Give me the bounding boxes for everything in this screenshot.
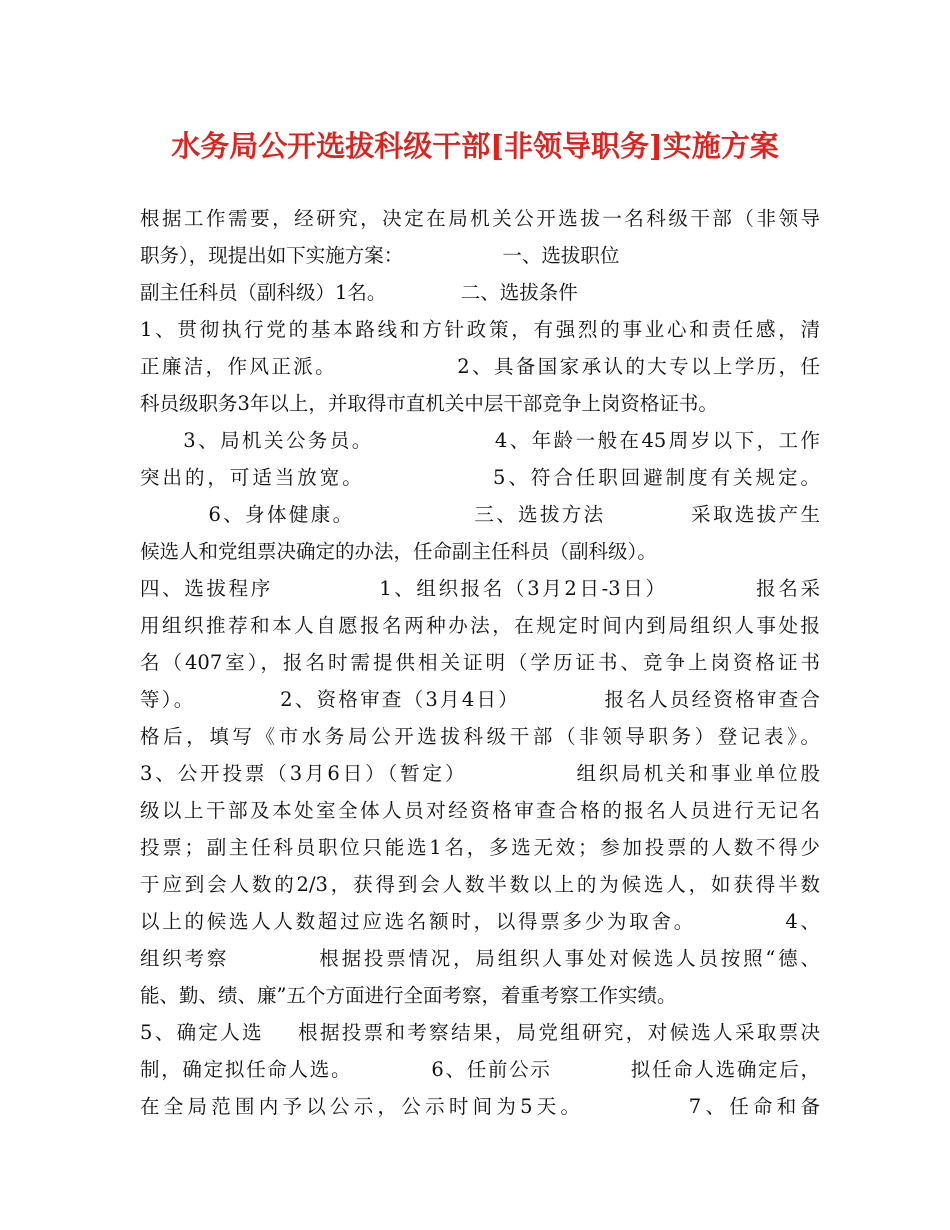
document-body [140, 200, 820, 1125]
body-line: 以上的候选人人数超过应选名额时，以得票多少为取舍。 4、 [140, 910, 820, 933]
body-line: 能、勤、绩、廉”五个方面进行全面考察，着重考察工作实绩。 [140, 984, 677, 1007]
body-line: 副主任科员（副科级）1名。 二、选拔条件 [140, 281, 578, 304]
body-line: 制，确定拟任命人选。 6、任前公示 拟任命人选确定后， [140, 1058, 820, 1081]
body-line: 投票；副主任科员职位只能选1名，多选无效；参加投票的人数不得少 [140, 836, 820, 859]
body-line: 名（407室），报名时需提供相关证明（学历证书、竞争上岗资格证书 [140, 651, 820, 674]
body-line: 在全局范围内予以公示，公示时间为5天。 7、任命和备 [140, 1095, 820, 1118]
body-line: 突出的，可适当放宽。 5、符合任职回避制度有关规定。 [140, 466, 820, 489]
body-line: 1、贯彻执行党的基本路线和方针政策，有强烈的事业心和责任感，清 [140, 318, 820, 341]
body-line: 候选人和党组票决确定的办法，任命副主任科员（副科级）。 [140, 540, 657, 563]
document-title: 水务局公开选拔科级干部[非领导职务]实施方案 [171, 129, 779, 163]
body-line: 于应到会人数的2/3，获得到会人数半数以上的为候选人，如获得半数 [140, 873, 820, 896]
body-line: 6、身体健康。 三、选拔方法 采取选拔产生 [140, 503, 820, 526]
body-line: 3、公开投票（3月6日）（暂定） 组织局机关和事业单位股 [140, 762, 820, 785]
body-line: 组织考察 根据投票情况，局组织人事处对候选人员按照“德、 [140, 947, 820, 970]
body-line: 级以上干部及本处室全体人员对经资格审查合格的报名人员进行无记名 [140, 799, 820, 822]
body-line: 正廉洁，作风正派。 2、具备国家承认的大专以上学历，任 [140, 355, 820, 378]
body-line: 科员级职务3年以上，并取得市直机关中层干部竞争上岗资格证书。 [140, 392, 718, 415]
body-line: 四、选拔程序 1、组织报名（3月2日-3日） 报名采 [140, 577, 820, 600]
body-line: 等）。 2、资格审查（3月4日） 报名人员经资格审查合 [140, 688, 820, 711]
body-line: 3、局机关公务员。 4、年龄一般在45周岁以下，工作 [140, 429, 820, 452]
body-line: 职务），现提出如下实施方案： 一、选拔职位 [140, 244, 620, 267]
body-line: 5、确定人选 根据投票和考察结果，局党组研究，对候选人采取票决 [140, 1021, 820, 1044]
body-line: 格后，填写《市水务局公开选拔科级干部（非领导职务）登记表》。 [140, 725, 820, 748]
body-line: 用组织推荐和本人自愿报名两种办法，在规定时间内到局组织人事处报 [140, 614, 820, 637]
body-line: 根据工作需要，经研究，决定在局机关公开选拔一名科级干部（非领导 [140, 207, 820, 230]
